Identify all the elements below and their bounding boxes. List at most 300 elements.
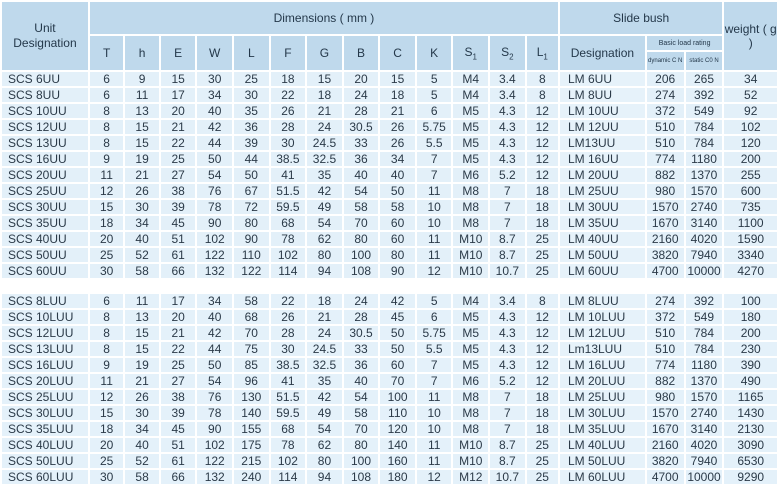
dimension-cell: 215 <box>234 454 269 468</box>
bush-designation-cell: Lm13LUU <box>560 342 645 356</box>
dimension-cell: 39 <box>161 200 196 214</box>
dimension-cell: 6 <box>90 294 123 308</box>
weight-cell: 1430 <box>724 406 777 420</box>
static-load-cell: 3140 <box>686 422 723 436</box>
dimension-cell: M5 <box>453 342 488 356</box>
bush-designation-cell: LM 50LUU <box>560 454 645 468</box>
dimension-cell: 40 <box>380 168 415 182</box>
dimension-cell: 4.3 <box>490 358 525 372</box>
dimension-cell: 26 <box>380 120 415 134</box>
col-h-header: h <box>125 36 158 70</box>
bush-designation-cell: LM 10LUU <box>560 310 645 324</box>
dimension-cell: 30 <box>197 72 232 86</box>
table-row <box>2 390 777 404</box>
col-w-header: W <box>197 36 232 70</box>
unit-designation-cell: SCS 30UU <box>2 200 88 214</box>
dynamic-load-cell: 510 <box>647 342 684 356</box>
dimension-cell: 21 <box>161 120 196 134</box>
dimension-cell: 38.5 <box>271 358 306 372</box>
dimension-cell: 60 <box>380 232 415 246</box>
dimension-cell: M5 <box>453 120 488 134</box>
table-row <box>2 294 777 308</box>
dimension-cell: 11 <box>125 88 158 102</box>
dimension-cell: 20 <box>90 438 123 452</box>
bush-designation-cell: LM 50UU <box>560 248 645 262</box>
dimension-cell: 34 <box>125 422 158 436</box>
unit-designation-cell: SCS 13LUU <box>2 342 88 356</box>
col-f-header: F <box>271 36 306 70</box>
static-load-cell: 784 <box>686 136 723 150</box>
dimension-cell: 76 <box>197 390 232 404</box>
dynamic-load-cell: 4700 <box>647 470 684 484</box>
dimension-cell: 18 <box>271 72 306 86</box>
dimension-cell: 78 <box>271 232 306 246</box>
dimension-cell: 25 <box>90 454 123 468</box>
dimension-cell: M10 <box>453 248 488 262</box>
dimension-cell: 12 <box>527 326 558 340</box>
unit-designation-cell: SCS 60UU <box>2 264 88 278</box>
table-row <box>2 232 777 246</box>
slide-bush-header: Slide bush <box>560 2 722 34</box>
unit-designation-cell: SCS 13UU <box>2 136 88 150</box>
dimension-cell: 240 <box>234 470 269 484</box>
dimension-cell: 114 <box>271 264 306 278</box>
dimension-cell: 5.75 <box>417 120 452 134</box>
table-row <box>2 470 777 484</box>
dimension-cell: 30 <box>125 406 158 420</box>
dimension-cell: 52 <box>125 454 158 468</box>
dimension-cell: 33 <box>344 136 379 150</box>
dimension-cell: 21 <box>307 310 342 324</box>
dimension-cell: 11 <box>417 438 452 452</box>
dimension-cell: 35 <box>307 168 342 182</box>
dimension-cell: 19 <box>125 152 158 166</box>
bush-designation-cell: LM 20LUU <box>560 374 645 388</box>
dimension-cell: 51.5 <box>271 184 306 198</box>
dimension-cell: 5.2 <box>490 374 525 388</box>
dynamic-load-cell: 4700 <box>647 264 684 278</box>
dynamic-load-cell: 1670 <box>647 216 684 230</box>
table-row <box>2 422 777 436</box>
dimension-cell: M6 <box>453 374 488 388</box>
weight-cell: 200 <box>724 326 777 340</box>
dimension-cell: 6 <box>90 88 123 102</box>
dimension-cell: M4 <box>453 294 488 308</box>
dimension-cell: 18 <box>90 422 123 436</box>
weight-cell: 735 <box>724 200 777 214</box>
dimension-cell: M10 <box>453 264 488 278</box>
bush-designation-cell: LM 30UU <box>560 200 645 214</box>
dimension-cell: 54 <box>197 168 232 182</box>
table-row <box>2 120 777 134</box>
dimension-cell: 5.5 <box>417 342 452 356</box>
dimension-cell: M8 <box>453 200 488 214</box>
dimension-cell: 51 <box>161 438 196 452</box>
weight-cell: 255 <box>724 168 777 182</box>
dimension-cell: 24 <box>344 88 379 102</box>
dynamic-load-cell: 510 <box>647 120 684 134</box>
dimension-cell: 20 <box>161 104 196 118</box>
dimension-cell: 22 <box>271 294 306 308</box>
dynamic-load-cell: 274 <box>647 294 684 308</box>
bush-designation-cell: LM 6UU <box>560 72 645 86</box>
dimension-cell: 15 <box>380 72 415 86</box>
unit-designation-cell: SCS 50LUU <box>2 454 88 468</box>
dimension-cell: 34 <box>125 216 158 230</box>
dimension-cell: 102 <box>197 438 232 452</box>
dimension-cell: 26 <box>271 310 306 324</box>
dimension-cell: 12 <box>527 342 558 356</box>
weight-cell: 490 <box>724 374 777 388</box>
dimension-cell: 10.7 <box>490 264 525 278</box>
unit-designation-header: Unit Designation <box>2 2 88 70</box>
dimension-cell: 26 <box>380 136 415 150</box>
dimension-cell: 80 <box>344 232 379 246</box>
dimension-cell: 40 <box>125 232 158 246</box>
dimension-cell: 10 <box>417 200 452 214</box>
dimension-cell: 6 <box>90 72 123 86</box>
dimension-cell: 60 <box>380 216 415 230</box>
dimension-cell: 5.2 <box>490 168 525 182</box>
dynamic-load-cell: 2160 <box>647 232 684 246</box>
dimension-cell: 122 <box>197 248 232 262</box>
dimension-cell: 8 <box>527 294 558 308</box>
dimension-cell: M12 <box>453 470 488 484</box>
table-row <box>2 326 777 340</box>
weight-cell: 102 <box>724 120 777 134</box>
dimension-cell: 21 <box>380 104 415 118</box>
weight-cell: 1590 <box>724 232 777 246</box>
dimension-cell: 42 <box>307 184 342 198</box>
weight-cell: 2130 <box>724 422 777 436</box>
unit-designation-cell: SCS 6UU <box>2 72 88 86</box>
static-load-cell: 1570 <box>686 390 723 404</box>
static-load-cell: 10000 <box>687 470 721 484</box>
dimension-cell: 5.75 <box>417 326 452 340</box>
dimension-cell: 50 <box>380 184 415 198</box>
table-row <box>2 88 777 102</box>
dimension-cell: 67 <box>234 184 269 198</box>
dimension-cell: 18 <box>527 184 558 198</box>
dimension-cell: 28 <box>344 310 379 324</box>
static-load-cell: 549 <box>686 104 723 118</box>
dimension-cell: 35 <box>307 374 342 388</box>
dimension-cell: 34 <box>197 294 232 308</box>
dimension-cell: 3.4 <box>490 72 525 86</box>
dimension-cell: 12 <box>527 120 558 134</box>
table-row <box>2 264 777 278</box>
dimension-cell: 22 <box>161 136 196 150</box>
dimension-cell: 42 <box>380 294 415 308</box>
col-s1-header: $S_1$ <box>453 36 488 70</box>
dimension-cell: 24 <box>307 120 342 134</box>
dimension-cell: 40 <box>197 310 232 324</box>
col-s2-header: $S_2$ <box>490 36 525 70</box>
dimension-cell: 30.5 <box>344 326 379 340</box>
static-load-cell: 784 <box>686 120 723 134</box>
dimension-cell: 42 <box>197 120 232 134</box>
dimension-cell: 30 <box>234 88 269 102</box>
dimension-cell: 24.5 <box>307 136 342 150</box>
dimension-cell: 7 <box>490 422 525 436</box>
dimension-cell: 100 <box>344 248 379 262</box>
dimension-cell: 18 <box>527 200 558 214</box>
dimension-cell: 10.7 <box>490 470 525 484</box>
dimension-cell: 12 <box>527 310 558 324</box>
static-load-cell: 1570 <box>686 184 723 198</box>
dimension-cell: 7 <box>490 390 525 404</box>
dimension-cell: 8.7 <box>490 232 525 246</box>
dimension-cell: 11 <box>417 390 452 404</box>
unit-designation-cell: SCS 20UU <box>2 168 88 182</box>
dimension-cell: 51 <box>161 232 196 246</box>
dimension-cell: 11 <box>125 294 158 308</box>
dimension-cell: 140 <box>380 438 415 452</box>
dimension-cell: 15 <box>125 120 158 134</box>
dimension-cell: 30 <box>125 200 158 214</box>
unit-designation-cell: SCS 35LUU <box>2 422 88 436</box>
dimension-cell: 5.5 <box>417 136 452 150</box>
dimension-cell: 13 <box>125 310 158 324</box>
dimension-cell: 8.7 <box>490 438 525 452</box>
bush-designation-cell: LM13UU <box>560 136 645 150</box>
dimension-cell: M5 <box>453 326 488 340</box>
dimension-cell: 24.5 <box>307 342 342 356</box>
col-b-header: B <box>344 36 379 70</box>
dimension-cell: 10 <box>417 216 452 230</box>
static-load-cell: 784 <box>686 342 723 356</box>
dynamic-load-cell: 372 <box>647 104 684 118</box>
dimension-cell: 39 <box>234 136 269 150</box>
dimension-cell: 78 <box>271 438 306 452</box>
dimension-cell: 51.5 <box>271 390 306 404</box>
weight-cell: 180 <box>724 310 777 324</box>
table-row <box>2 152 777 166</box>
dimension-cell: 61 <box>161 248 196 262</box>
bush-designation-cell: LM 60LUU <box>560 470 645 484</box>
static-load-cell: 3140 <box>686 216 723 230</box>
dimension-cell: 36 <box>234 120 269 134</box>
dimension-cell: 18 <box>527 422 558 436</box>
dimension-cell: M10 <box>453 438 488 452</box>
static-load-cell: 4020 <box>686 232 723 246</box>
dimension-cell: 7 <box>490 184 525 198</box>
table-row <box>2 72 777 86</box>
dimension-cell: 70 <box>234 326 269 340</box>
static-load-cell: 1180 <box>686 152 723 166</box>
dimension-cell: 15 <box>125 342 158 356</box>
dimension-cell: 26 <box>125 390 158 404</box>
unit-designation-cell: SCS 16UU <box>2 152 88 166</box>
dimension-cell: 50 <box>234 168 269 182</box>
unit-designation-cell: SCS 10UU <box>2 104 88 118</box>
dimension-cell: 25 <box>234 72 269 86</box>
dimension-cell: 12 <box>527 104 558 118</box>
dimension-cell: 44 <box>234 152 269 166</box>
dimension-cell: 78 <box>197 200 232 214</box>
dimension-cell: 54 <box>344 184 379 198</box>
bush-designation-cell: LM 8UU <box>560 88 645 102</box>
dimension-cell: 10 <box>417 406 452 420</box>
dimension-cell: 21 <box>125 168 158 182</box>
dimension-cell: 24 <box>307 326 342 340</box>
dimension-cell: 25 <box>527 232 558 246</box>
dimension-cell: 50 <box>197 358 232 372</box>
dimension-cell: 61 <box>161 454 196 468</box>
table-row <box>2 200 777 214</box>
dimension-cell: M4 <box>453 72 488 86</box>
weight-cell: 4270 <box>724 264 777 278</box>
dimension-cell: 20 <box>344 72 379 86</box>
dimension-cell: 155 <box>234 422 269 436</box>
dimension-cell: 4.3 <box>490 104 525 118</box>
table-row <box>2 374 777 388</box>
dimension-cell: 25 <box>527 264 558 278</box>
dimension-cell: 130 <box>234 390 269 404</box>
group-spacer <box>2 280 777 292</box>
dimension-cell: 40 <box>344 168 379 182</box>
unit-designation-cell: SCS 8LUU <box>2 294 88 308</box>
unit-designation-cell: SCS 25UU <box>2 184 88 198</box>
table-row <box>2 406 777 420</box>
dimension-cell: 11 <box>417 454 452 468</box>
dimension-cell: 140 <box>234 406 269 420</box>
dimension-cell: 7 <box>490 216 525 230</box>
dimension-cell: 18 <box>380 88 415 102</box>
dimension-cell: 25 <box>161 152 196 166</box>
dimension-cell: 25 <box>527 438 558 452</box>
dimension-cell: 58 <box>125 470 158 484</box>
dimension-cell: 90 <box>234 232 269 246</box>
dimension-cell: 80 <box>380 248 415 262</box>
dimension-cell: 70 <box>344 216 379 230</box>
dimension-cell: 18 <box>307 88 342 102</box>
dimension-cell: 58 <box>234 294 269 308</box>
dimension-cell: 54 <box>307 422 342 436</box>
bush-designation-cell: LM 8LUU <box>560 294 645 308</box>
dimension-cell: 100 <box>344 454 379 468</box>
dimension-cell: 12 <box>527 152 558 166</box>
dimension-cell: 8 <box>90 104 123 118</box>
dimension-cell: 12 <box>417 470 452 484</box>
dimension-cell: 7 <box>417 152 452 166</box>
dimension-cell: 6 <box>417 104 452 118</box>
static-load-cell: 4020 <box>686 438 723 452</box>
dimension-cell: 9 <box>125 72 158 86</box>
table-row <box>2 358 777 372</box>
static-load-cell: 2740 <box>686 406 723 420</box>
unit-designation-cell: SCS 12LUU <box>2 326 88 340</box>
dimension-cell: 22 <box>271 88 306 102</box>
dimension-cell: 102 <box>271 248 306 262</box>
dimension-cell: 4.3 <box>490 310 525 324</box>
weight-cell: 52 <box>724 88 777 102</box>
dimension-cell: 42 <box>197 326 232 340</box>
dimension-cell: 6 <box>417 310 452 324</box>
weight-cell: 1165 <box>724 390 777 404</box>
dimension-cell: 30 <box>90 264 123 278</box>
dimension-cell: 4.3 <box>490 152 525 166</box>
dynamic-load-header: dynamic C N <box>647 52 684 70</box>
dimension-cell: 21 <box>161 326 196 340</box>
dynamic-load-cell: 3820 <box>647 248 684 262</box>
col-l1-header: $L_1$ <box>527 36 558 70</box>
dimension-cell: 8 <box>90 136 123 150</box>
dimension-cell: 50 <box>380 342 415 356</box>
dimension-cell: 22 <box>161 342 196 356</box>
dimension-cell: 132 <box>197 470 232 484</box>
dimension-cell: 8 <box>527 72 558 86</box>
weight-cell: 390 <box>724 358 777 372</box>
unit-designation-cell: SCS 16LUU <box>2 358 88 372</box>
dimension-cell: M8 <box>453 422 488 436</box>
bush-designation-cell: LM 60UU <box>560 264 645 278</box>
table-row <box>2 342 777 356</box>
dimension-cell: 102 <box>197 232 232 246</box>
dimension-cell: 72 <box>234 200 269 214</box>
dimension-cell: 94 <box>307 264 342 278</box>
dimension-cell: 18 <box>90 216 123 230</box>
dimension-cell: 8.7 <box>490 248 525 262</box>
dimension-cell: 17 <box>161 88 196 102</box>
dimension-cell: 180 <box>380 470 415 484</box>
dynamic-load-cell: 882 <box>647 374 684 388</box>
dimension-cell: 18 <box>527 406 558 420</box>
dimension-cell: 8 <box>90 342 123 356</box>
dynamic-load-cell: 2160 <box>647 438 684 452</box>
table-row <box>2 454 777 468</box>
dimension-cell: 17 <box>161 294 196 308</box>
dimension-cell: M10 <box>453 232 488 246</box>
dimension-cell: 78 <box>197 406 232 420</box>
dimension-cell: 132 <box>197 264 232 278</box>
dimension-cell: 25 <box>527 470 558 484</box>
dimension-cell: 20 <box>161 310 196 324</box>
dynamic-load-cell: 774 <box>647 358 684 372</box>
static-load-cell: 392 <box>686 88 723 102</box>
unit-designation-cell: SCS 8UU <box>2 88 88 102</box>
dimensions-header: Dimensions ( mm ) <box>90 2 558 34</box>
bush-designation-cell: LM 20UU <box>560 168 645 182</box>
dynamic-load-cell: 774 <box>647 152 684 166</box>
dimension-cell: 54 <box>344 390 379 404</box>
dimension-cell: M10 <box>453 454 488 468</box>
dimension-cell: 26 <box>271 104 306 118</box>
dimension-cell: 76 <box>197 184 232 198</box>
weight-cell: 3340 <box>724 248 777 262</box>
bush-designation-header: Designation <box>560 36 645 70</box>
dimension-cell: 66 <box>161 264 196 278</box>
table-row <box>2 216 777 230</box>
bush-designation-cell: LM 12LUU <box>560 326 645 340</box>
dimension-cell: 32.5 <box>307 152 342 166</box>
static-load-cell: 784 <box>686 326 723 340</box>
table-row <box>2 136 777 150</box>
dynamic-load-cell: 372 <box>647 310 684 324</box>
dimension-cell: 27 <box>161 168 196 182</box>
unit-designation-cell: SCS 10LUU <box>2 310 88 324</box>
dimension-cell: 39 <box>161 406 196 420</box>
dimension-cell: 44 <box>197 342 232 356</box>
dimension-cell: 5 <box>417 88 452 102</box>
weight-cell: 600 <box>724 184 777 198</box>
dimension-cell: 26 <box>125 184 158 198</box>
dimension-cell: M6 <box>453 168 488 182</box>
dimension-cell: 58 <box>344 200 379 214</box>
dimension-cell: 15 <box>90 200 123 214</box>
dimension-cell: 68 <box>234 310 269 324</box>
dimension-cell: 38 <box>161 390 196 404</box>
